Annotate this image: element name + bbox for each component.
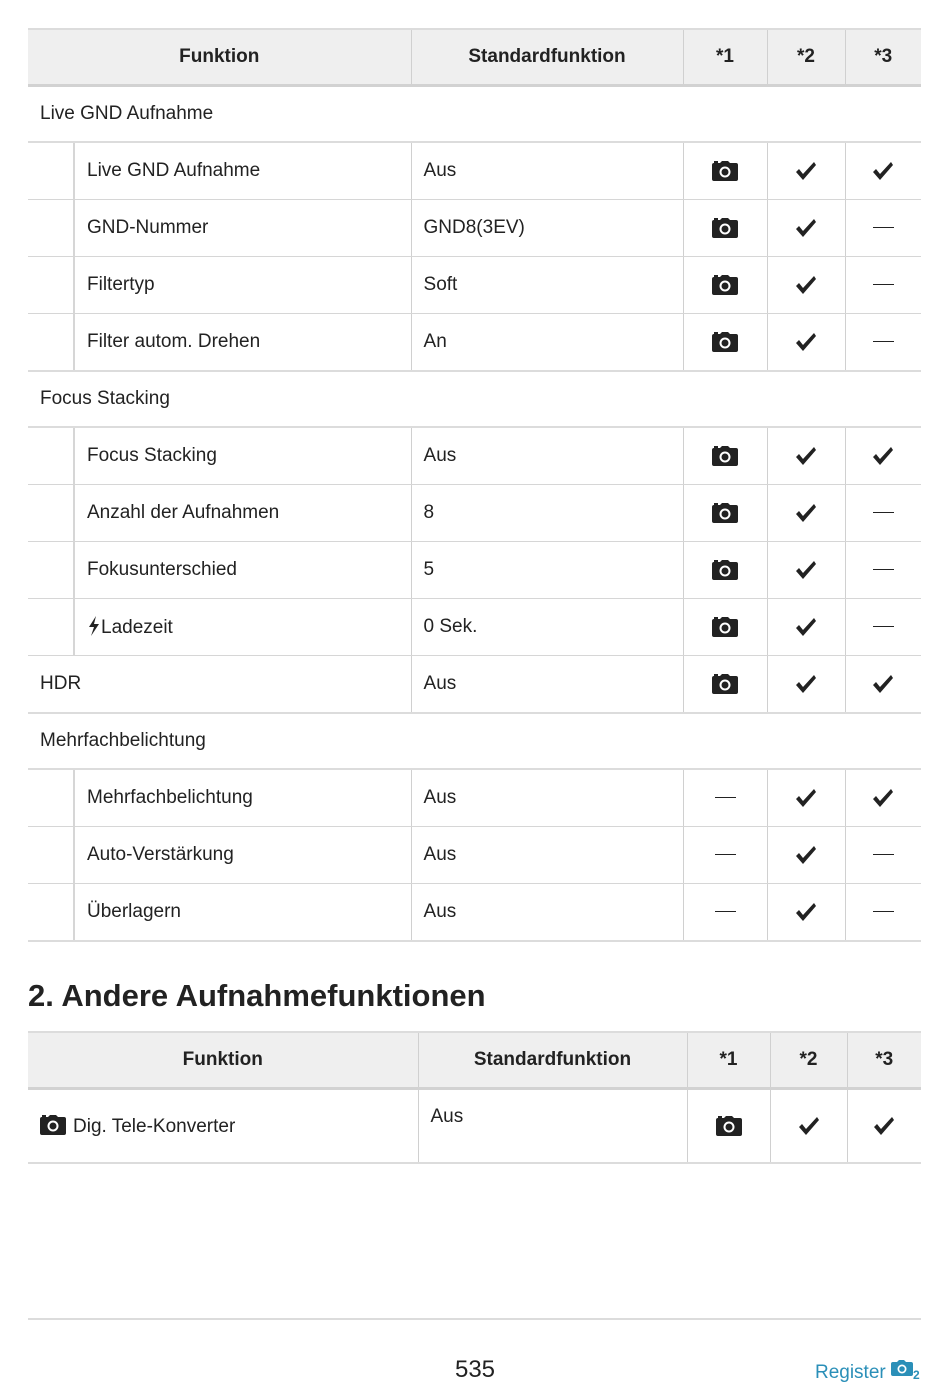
row-value: Aus — [411, 884, 683, 942]
mark-c3 — [845, 200, 921, 257]
mark-c3 — [845, 142, 921, 200]
row-value: Aus — [411, 427, 683, 485]
dash-icon — [873, 911, 894, 912]
mark-c1 — [683, 485, 767, 542]
settings-table-1 — [28, 28, 921, 942]
row-label: Live GND Aufnahme — [74, 142, 411, 200]
group-row — [28, 713, 921, 769]
row-label: Filter autom. Drehen — [74, 314, 411, 372]
group-label: Live GND Aufnahme — [28, 86, 921, 143]
camera-icon — [712, 161, 738, 181]
mark-c3 — [845, 656, 921, 714]
row-value: An — [411, 314, 683, 372]
mark-c3 — [845, 827, 921, 884]
dash-icon — [873, 569, 894, 570]
mark-c2 — [767, 200, 845, 257]
camera-icon — [712, 332, 738, 352]
check-icon — [798, 1116, 820, 1136]
check-icon — [795, 617, 817, 637]
mark-c3 — [845, 257, 921, 314]
table-row — [28, 142, 921, 200]
table-row — [28, 1089, 921, 1164]
row-label-cell — [28, 1089, 418, 1164]
register-label: Register — [814, 1362, 886, 1383]
row-value: 5 — [411, 542, 683, 599]
camera-icon — [712, 275, 738, 295]
check-icon — [795, 788, 817, 808]
check-icon — [873, 1116, 895, 1136]
check-icon — [872, 161, 894, 181]
row-label: Überlagern — [74, 884, 411, 942]
table-row — [28, 485, 921, 542]
mark-c1 — [683, 200, 767, 257]
row-value: Aus — [411, 827, 683, 884]
dash-icon — [873, 284, 894, 285]
table-row — [28, 257, 921, 314]
check-icon — [872, 788, 894, 808]
settings-table-2 — [28, 1031, 921, 1164]
check-icon — [795, 161, 817, 181]
flash-icon — [87, 616, 101, 636]
mark-c2 — [767, 656, 845, 714]
mark-c1 — [683, 314, 767, 372]
row-value: Aus — [418, 1089, 687, 1164]
group-label: Focus Stacking — [28, 371, 921, 427]
header-c2: *2 — [767, 29, 845, 86]
dash-icon — [873, 227, 894, 228]
mark-c2 — [770, 1089, 847, 1164]
camera-icon — [712, 503, 738, 523]
mark-c2 — [767, 769, 845, 827]
camera-icon — [712, 617, 738, 637]
camera-icon — [712, 674, 738, 694]
check-icon — [795, 902, 817, 922]
register-link[interactable] — [815, 1360, 921, 1384]
dash-icon — [873, 854, 894, 855]
mark-c2 — [767, 257, 845, 314]
camera-icon — [40, 1115, 66, 1135]
check-icon — [795, 218, 817, 238]
dash-icon — [873, 512, 894, 513]
table-row — [28, 656, 921, 714]
table-row — [28, 427, 921, 485]
header-c1: *1 — [687, 1032, 770, 1089]
check-icon — [872, 446, 894, 466]
mark-c1 — [683, 427, 767, 485]
row-value: Aus — [411, 142, 683, 200]
row-label-ladezeit — [74, 599, 411, 656]
mark-c1 — [683, 542, 767, 599]
row-value: Soft — [411, 257, 683, 314]
row-value: 8 — [411, 485, 683, 542]
row-value: 0 Sek. — [411, 599, 683, 656]
group-label: Mehrfachbelichtung — [28, 713, 921, 769]
dash-icon — [873, 626, 894, 627]
header-c3: *3 — [847, 1032, 921, 1089]
mark-c1 — [683, 142, 767, 200]
row-label: Anzahl der Aufnahmen — [74, 485, 411, 542]
mark-c1 — [683, 656, 767, 714]
mark-c3 — [845, 485, 921, 542]
mark-c3 — [847, 1089, 921, 1164]
camera-icon — [712, 560, 738, 580]
row-value: GND8(3EV) — [411, 200, 683, 257]
dash-icon — [873, 341, 894, 342]
check-icon — [872, 674, 894, 694]
row-label: Dig. Tele-Konverter — [73, 1115, 236, 1137]
dash-icon — [715, 911, 736, 912]
check-icon — [795, 446, 817, 466]
table-row — [28, 827, 921, 884]
check-icon — [795, 845, 817, 865]
mark-c3 — [845, 769, 921, 827]
table-row — [28, 599, 921, 656]
group-row — [28, 86, 921, 143]
table-row — [28, 542, 921, 599]
mark-c3 — [845, 884, 921, 942]
header-funktion: Funktion — [28, 29, 411, 86]
mark-c3 — [845, 314, 921, 372]
check-icon — [795, 332, 817, 352]
check-icon — [795, 674, 817, 694]
mark-c2 — [767, 599, 845, 656]
mark-c2 — [767, 485, 845, 542]
header-c3: *3 — [845, 29, 921, 86]
table-row — [28, 314, 921, 372]
mark-c1 — [687, 1089, 770, 1164]
row-value: Aus — [411, 769, 683, 827]
camera-icon — [716, 1116, 742, 1136]
mark-c1 — [683, 257, 767, 314]
header-standardfunktion: Standardfunktion — [411, 29, 683, 86]
header-standardfunktion: Standardfunktion — [418, 1032, 687, 1089]
table-row — [28, 769, 921, 827]
check-icon — [795, 560, 817, 580]
table-row — [28, 884, 921, 942]
header-c1: *1 — [683, 29, 767, 86]
mark-c2 — [767, 142, 845, 200]
dash-icon — [715, 854, 736, 855]
row-label: Filtertyp — [74, 257, 411, 314]
mark-c2 — [767, 542, 845, 599]
table-header — [28, 29, 921, 86]
group-row — [28, 371, 921, 427]
mark-c2 — [767, 827, 845, 884]
mark-c3 — [845, 542, 921, 599]
row-label: Focus Stacking — [74, 427, 411, 485]
header-c2: *2 — [770, 1032, 847, 1089]
check-icon — [795, 275, 817, 295]
row-label: HDR — [28, 656, 411, 714]
check-icon — [795, 503, 817, 523]
header-funktion: Funktion — [28, 1032, 418, 1089]
row-label: Auto-Verstärkung — [74, 827, 411, 884]
mark-c2 — [767, 884, 845, 942]
register-sub: 2 — [913, 1368, 920, 1380]
table-header — [28, 1032, 921, 1089]
row-label: Mehrfachbelichtung — [74, 769, 411, 827]
dash-icon — [715, 797, 736, 798]
camera-icon — [712, 446, 738, 466]
table-row — [28, 200, 921, 257]
mark-c1 — [683, 769, 767, 827]
footer-divider — [28, 1318, 921, 1320]
mark-c3 — [845, 599, 921, 656]
camera-icon — [712, 218, 738, 238]
row-value: Aus — [411, 656, 683, 714]
row-label: Ladezeit — [101, 616, 173, 638]
mark-c1 — [683, 884, 767, 942]
mark-c2 — [767, 427, 845, 485]
page-number: 535 — [454, 1356, 496, 1383]
row-label: GND-Nummer — [74, 200, 411, 257]
mark-c2 — [767, 314, 845, 372]
section-heading: 2. Andere Aufnahmefunktionen — [28, 978, 486, 1013]
mark-c1 — [683, 599, 767, 656]
mark-c3 — [845, 427, 921, 485]
row-label: Fokusunterschied — [74, 542, 411, 599]
camera-2-icon — [891, 1360, 921, 1380]
mark-c1 — [683, 827, 767, 884]
